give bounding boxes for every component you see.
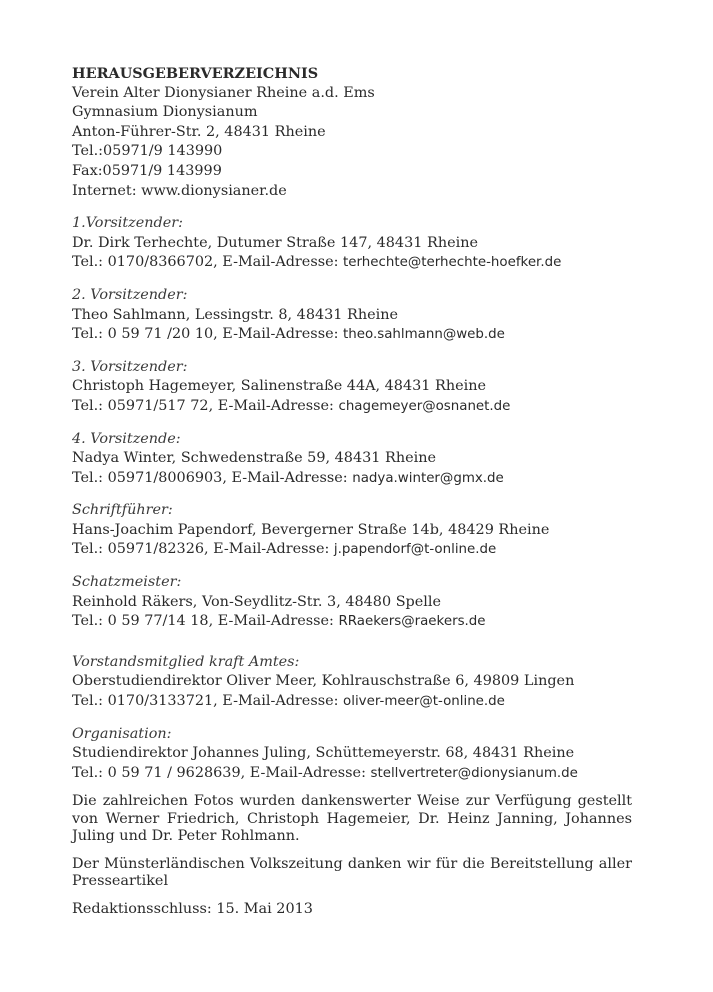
photo-credits-paragraph: Die zahlreichen Fotos wurden dankenswerter Weise zur Verfügung gestellt von Werner Friedrich, Christoph Hagemeier, Dr. Heinz Janning, Johannes Juling und Dr. Peter Rohlmann. xyxy=(72,793,632,845)
publisher-block xyxy=(72,64,632,201)
entry-contact xyxy=(72,764,632,784)
entry-contact xyxy=(72,540,632,560)
association-name: Verein Alter Dionysianer Rheine a.d. Ems xyxy=(72,84,375,101)
entry-role: 4. Vorsitzende: xyxy=(72,430,181,447)
entry-contact xyxy=(72,325,632,345)
school-fax: Fax:05971/9 143999 xyxy=(72,162,222,179)
entry-address: Christoph Hagemeyer, Salinenstraße 44A, 48431 Rheine xyxy=(72,378,486,395)
entry-chair-1 xyxy=(72,214,632,273)
entry-phone: Tel.: 05971/8006903, E-Mail-Adresse: xyxy=(72,469,353,486)
entry-phone: Tel.: 0 59 77/14 18, E-Mail-Adresse: xyxy=(72,613,339,630)
entry-phone: Tel.: 05971/82326, E-Mail-Adresse: xyxy=(72,541,334,558)
press-thanks-paragraph: Der Münsterländischen Volkszeitung danken wir für die Bereitstellung aller Presseartikel xyxy=(72,855,632,890)
entry-email-link[interactable]: theo.sahlmann@web.de xyxy=(343,327,505,343)
entry-email-link[interactable]: nadya.winter@gmx.de xyxy=(352,470,504,486)
entry-email-link[interactable]: stellvertreter@dionysianum.de xyxy=(370,765,578,781)
entry-address: Dr. Dirk Terhechte, Dutumer Straße 147, 48431 Rheine xyxy=(72,234,478,251)
school-name: Gymnasium Dionysianum xyxy=(72,104,258,121)
editorial-deadline: Redaktionsschluss: 15. Mai 2013 xyxy=(72,900,313,917)
entry-email-link[interactable]: RRaekers@raekers.de xyxy=(338,614,486,630)
entry-email-link[interactable]: chagemeyer@osnanet.de xyxy=(338,398,511,414)
entry-address: Reinhold Räkers, Von-Seydlitz-Str. 3, 48480 Spelle xyxy=(72,593,442,610)
document-title: HERAUSGEBERVERZEICHNIS xyxy=(72,65,319,82)
document-page xyxy=(72,64,632,918)
entry-board-member-ex-officio xyxy=(72,653,632,712)
entry-secretary xyxy=(72,501,632,560)
entry-contact xyxy=(72,253,632,273)
entry-email-link[interactable]: terhechte@terhechte-hoefker.de xyxy=(343,255,562,271)
entry-phone: Tel.: 0170/3133721, E-Mail-Adresse: xyxy=(72,693,344,710)
school-phone: Tel.:05971/9 143990 xyxy=(72,143,223,160)
entry-role: 3. Vorsitzender: xyxy=(72,358,188,375)
entry-role: Vorstandsmitglied kraft Amtes: xyxy=(72,653,300,670)
entry-address: Oberstudiendirektor Oliver Meer, Kohlrauschstraße 6, 49809 Lingen xyxy=(72,673,575,690)
entry-role: 2. Vorsitzender: xyxy=(72,286,188,303)
entry-role: 1.Vorsitzender: xyxy=(72,215,183,232)
school-website: Internet: www.dionysianer.de xyxy=(72,182,287,199)
entry-address: Studiendirektor Johannes Juling, Schüttemeyerstr. 68, 48431 Rheine xyxy=(72,745,575,762)
entry-organisation xyxy=(72,725,632,784)
entry-chair-3 xyxy=(72,358,632,417)
entry-phone: Tel.: 0 59 71 /20 10, E-Mail-Adresse: xyxy=(72,326,344,343)
entry-address: Hans-Joachim Papendorf, Bevergerner Straße 14b, 48429 Rheine xyxy=(72,521,550,538)
entry-phone: Tel.: 0 59 71 / 9628639, E-Mail-Adresse: xyxy=(72,764,371,781)
entry-contact xyxy=(72,397,632,417)
school-address: Anton-Führer-Str. 2, 48431 Rheine xyxy=(72,123,326,140)
entry-treasurer xyxy=(72,573,632,632)
entry-contact xyxy=(72,692,632,712)
entry-contact xyxy=(72,612,632,632)
entry-contact xyxy=(72,469,632,489)
entry-chair-2 xyxy=(72,286,632,345)
entry-role: Schatzmeister: xyxy=(72,574,182,591)
entry-email-link[interactable]: oliver-meer@t-online.de xyxy=(343,694,505,710)
entry-role: Organisation: xyxy=(72,725,172,742)
entry-address: Theo Sahlmann, Lessingstr. 8, 48431 Rheine xyxy=(72,306,399,323)
entry-phone: Tel.: 05971/517 72, E-Mail-Adresse: xyxy=(72,397,339,414)
entry-chair-4 xyxy=(72,430,632,489)
entry-address: Nadya Winter, Schwedenstraße 59, 48431 Rheine xyxy=(72,450,436,467)
entry-role: Schriftführer: xyxy=(72,502,173,519)
entry-phone: Tel.: 0170/8366702, E-Mail-Adresse: xyxy=(72,254,344,271)
entry-email-link[interactable]: j.papendorf@t-online.de xyxy=(333,542,497,558)
